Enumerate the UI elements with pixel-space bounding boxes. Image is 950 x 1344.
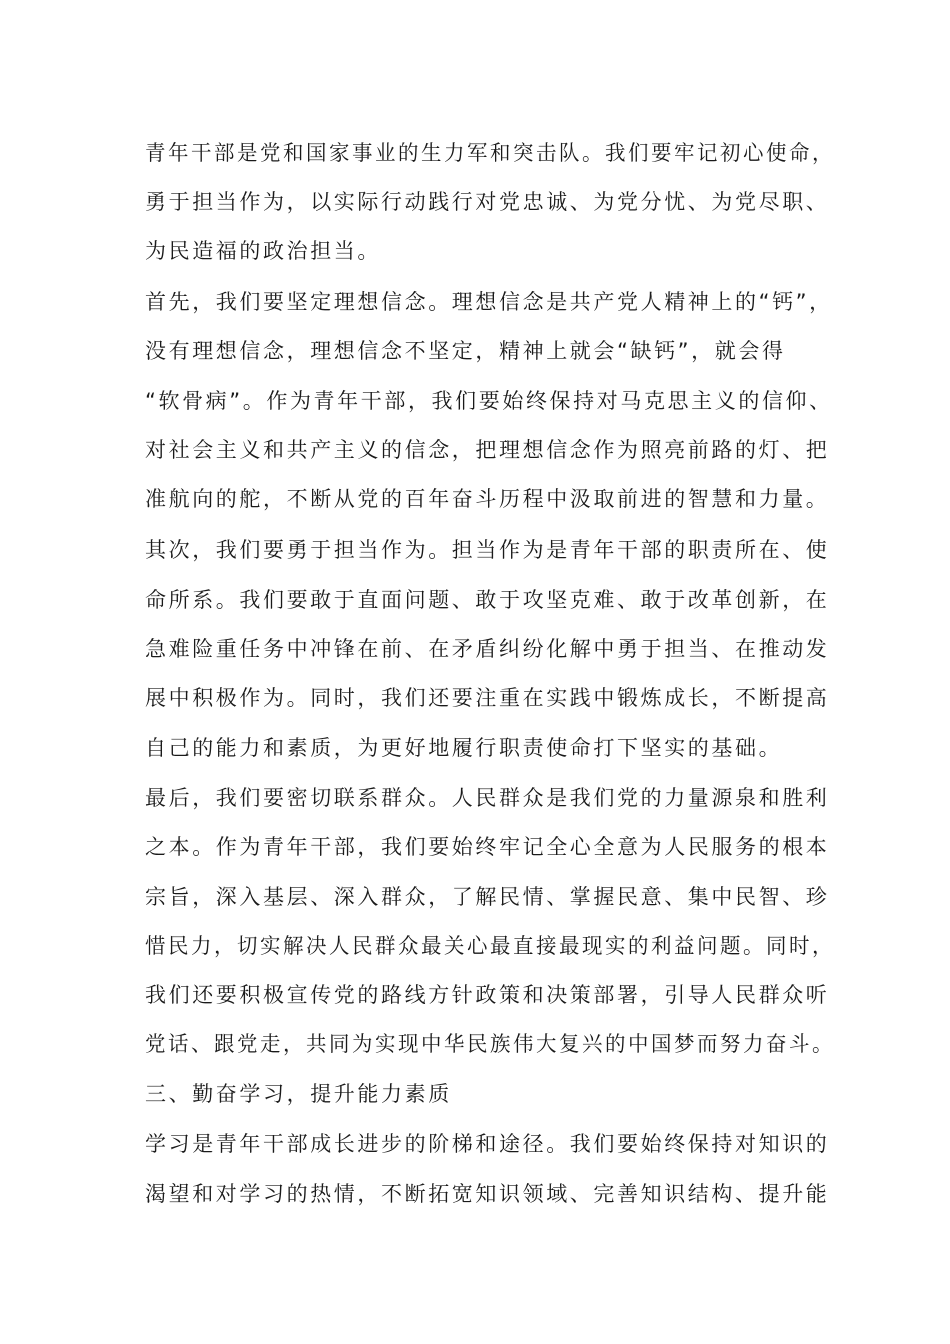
text-line: 最后，我们要密切联系群众。人民群众是我们党的力量源泉和胜利 xyxy=(145,786,830,810)
text-line: 为民造福的政治担当。 xyxy=(145,239,381,263)
text-line: 党话、跟党走，共同为实现中华民族伟大复兴的中国梦而努力奋斗。 xyxy=(145,1032,835,1056)
text-line: 命所系。我们要敢于直面问题、敢于攻坚克难、敢于改革创新，在 xyxy=(145,588,830,612)
text-line: 展中积极作为。同时，我们还要注重在实践中锻炼成长，不断提高 xyxy=(145,686,830,710)
text-line: 学习是青年干部成长进步的阶梯和途径。我们要始终保持对知识的 xyxy=(145,1132,830,1156)
text-line: 我们还要积极宣传党的路线方针政策和决策部署，引导人民群众听 xyxy=(145,983,830,1007)
text-line: 对社会主义和共产主义的信念，把理想信念作为照亮前路的灯、把 xyxy=(145,438,830,462)
section-heading: 三、勤奋学习，提升能力素质 xyxy=(145,1082,452,1106)
text-line: 其次，我们要勇于担当作为。担当作为是青年干部的职责所在、使 xyxy=(145,538,830,562)
text-line: 青年干部是党和国家事业的生力军和突击队。我们要牢记初心使命， xyxy=(145,141,835,165)
text-line: 准航向的舵，不断从党的百年奋斗历程中汲取前进的智慧和力量。 xyxy=(145,487,830,511)
text-line: 首先，我们要坚定理想信念。理想信念是共产党人精神上的“钙”， xyxy=(145,290,833,314)
text-line: 渴望和对学习的热情，不断拓宽知识领域、完善知识结构、提升能 xyxy=(145,1182,830,1206)
text-line: 急难险重任务中冲锋在前、在矛盾纠纷化解中勇于担当、在推动发 xyxy=(145,637,830,661)
text-line: 宗旨，深入基层、深入群众，了解民情、掌握民意、集中民智、珍 xyxy=(145,885,830,909)
text-line: 自己的能力和素质，为更好地履行职责使命打下坚实的基础。 xyxy=(145,736,783,760)
text-line: 勇于担当作为，以实际行动践行对党忠诚、为党分忧、为党尽职、 xyxy=(145,190,830,214)
text-line: 之本。作为青年干部，我们要始终牢记全心全意为人民服务的根本 xyxy=(145,835,830,859)
text-line: 惜民力，切实解决人民群众最关心最直接最现实的利益问题。同时， xyxy=(145,934,835,958)
text-line: “软骨病”。作为青年干部，我们要始终保持对马克思主义的信仰、 xyxy=(145,389,833,413)
text-line: 没有理想信念，理想信念不坚定，精神上就会“缺钙”，就会得 xyxy=(145,339,786,363)
